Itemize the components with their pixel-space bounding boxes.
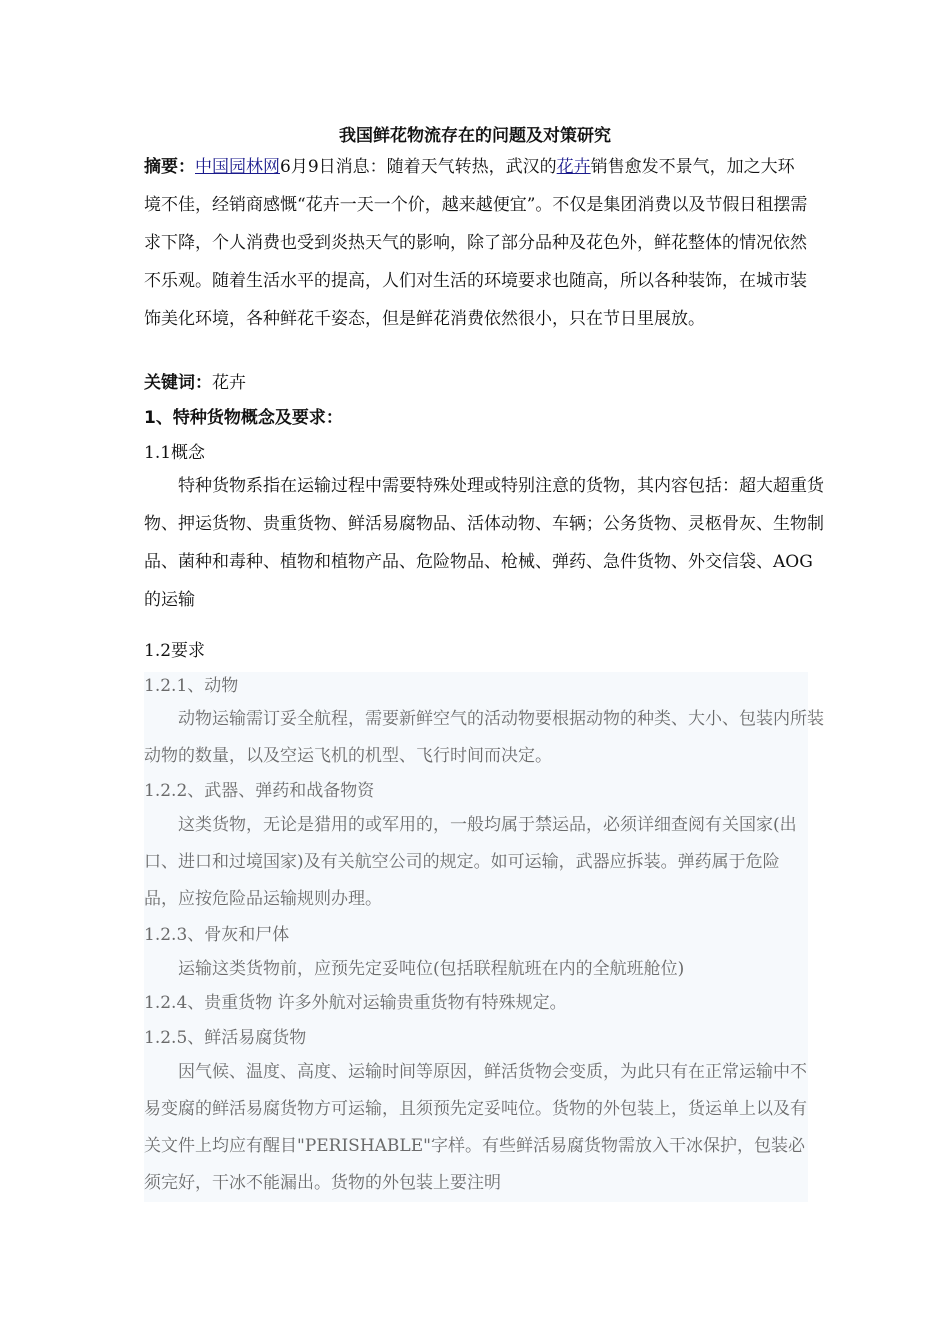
abstract-text-2: 销售愈发不景气，加之大环境不佳，经销商感慨“花卉一天一个价，越来越便宜”。不仅是集团消费以及节假日租摆需求下降，个人消费也受到炎热天气的影响，除了部分品种及花色外，鲜花整体的情况依然不乐观。随着生活水平的提高，人们对生活的环境要求也随高，所以各种装饰，在城市装饰美化环境，各种鲜花千姿态，但是鲜花消费依然很小，只在节日里展放。 [144,157,808,329]
animal-text: 动物运输需订妥全航程，需要新鲜空气的活动物要根据动物的种类、大小、包装内所装动物的数量，以及空运飞机的机型、飞行时间而决定。 [144,709,824,766]
concept-paragraph [144,467,824,619]
valuable-line: 1.2.4、贵重货物 许多外航对运输贵重货物有特殊规定。 [144,993,567,1013]
perishable-heading: 1.2.5、鲜活易腐货物 [144,1028,307,1048]
abstract-text-1: 6月9日消息：随着天气转热，武汉的 [280,157,557,177]
weapon-text: 这类货物，无论是猎用的或军用的，一般均属于禁运品，必须详细查阅有关国家(出口、进口和过境国家)及有关航空公司的规定。如可运输，武器应拆装。弹药属于危险品，应按危险品运输规则办理。 [144,815,797,909]
animal-paragraph [144,701,824,775]
ash-text: 运输这类货物前，应预先定妥吨位(包括联程航班在内的全航班舱位) [178,959,685,979]
concept-heading: 1.1概念 [144,443,206,463]
keywords-line [144,370,246,396]
perishable-paragraph [144,1054,808,1202]
section-1-heading: 1、特种货物概念及要求： [144,408,343,428]
concept-text: 特种货物系指在运输过程中需要特殊处理或特别注意的货物，其内容包括：超大超重货物、押运货物、贵重货物、鲜活易腐物品、活体动物、车辆；公务货物、灵柩骨灰、生物制品、菌种和毒种、植物和植物产品、危险物品、枪械、弹药、急件货物、外交信袋、AOG的运输 [144,476,824,610]
ash-heading: 1.2.3、骨灰和尸体 [144,925,290,945]
abstract-paragraph [144,148,808,338]
link-flowers[interactable]: 花卉 [556,157,591,177]
weapon-heading: 1.2.2、武器、弹药和战备物资 [144,781,375,801]
requirements-heading: 1.2要求 [144,641,206,661]
keywords-label: 关键词： [144,373,212,393]
ash-paragraph [144,951,808,988]
keywords-value: 花卉 [212,373,246,393]
link-china-garden-net[interactable]: 中国园林网 [195,157,280,177]
abstract-label: 摘要： [144,157,195,177]
animal-heading: 1.2.1、动物 [144,676,239,696]
perishable-text: 因气候、温度、高度、运输时间等原因，鲜活货物会变质，为此只有在正常运输中不易变腐的鲜活易腐货物方可运输，且须预先定妥吨位。货物的外包装上，货运单上以及有关文件上均应有醒目"PERISHABLE"字样。有些鲜活易腐货物需放入干冰保护，包装必须完好，干冰不能漏出。货物的外包装上要注明 [144,1062,807,1193]
document-title: 我国鲜花物流存在的问题及对策研究 [339,126,611,146]
weapon-paragraph [144,807,808,918]
